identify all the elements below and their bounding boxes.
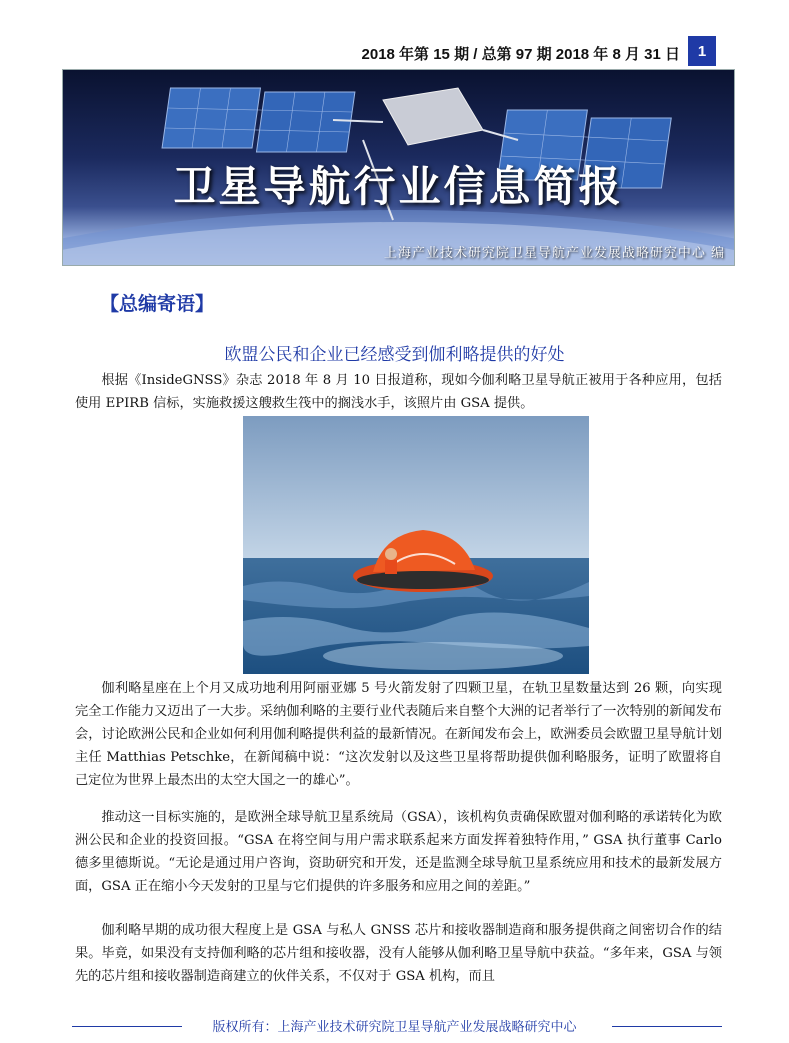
newsletter-title: 卫星导航行业信息简报 (173, 162, 624, 211)
article-title: 欧盟公民和企业已经感受到伽利略提供的好处 (224, 345, 565, 365)
masthead-banner (62, 69, 735, 266)
article-paragraph: 根据《InsideGNSS》杂志 2018 年 8 月 10 日报道称，现如今伽利略卫星导航正被用于各种应用，包括使用 EPIRB 信标，实施救援这艘救生筏中的搁浅水手，该照片由 GSA 提供。 (75, 373, 722, 411)
article-paragraph: 伽利略早期的成功很大程度上是 GSA 与私人 GNSS 芯片和接收器制造商和服务提供商之间密切合作的结果。毕竟，如果没有支持伽利略的芯片组和接收器，没有人能够从伽利略卫星导航中获益。“多年来，GSA 与领先的芯片组和接收器制造商建立的伙伴关系，不仅对于 GSA 机构，而且 (75, 923, 722, 984)
footer-copyright: 版权所有：上海产业技术研究院卫星导航产业发展战略研究中心 (212, 1020, 577, 1035)
editor-credit: 上海产业技术研究院卫星导航产业发展战略研究中心 编 (383, 246, 725, 261)
solar-panel-left (161, 88, 355, 152)
satellite-body (383, 88, 483, 145)
liferaft-photo (243, 416, 589, 674)
issue-date-line: 2018 年第 15 期 / 总第 97 期 2018 年 8 月 31 日 (361, 46, 680, 63)
article-paragraph: 伽利略星座在上个月又成功地利用阿丽亚娜 5 号火箭发射了四颗卫星，在轨卫星数量达到 26 颗，向实现完全工作能力又迈出了一大步。采纳伽利略的主要行业代表随后来自整个大洲的记者举行了一次特别的新闻发布会，讨论欧洲公民和企业如何利用伽利略提供利益的最新情况。在新闻发布会上，欧洲委员会欧盟卫星导航计划主任 Matthias Petschke，在新闻稿中说：“这次发射以及这些卫星将帮助提供伽利略服务，证明了欧盟将自己定位为世界上最杰出的太空大国之一的雄心”。 (75, 681, 722, 788)
page-number-badge: 1 (688, 36, 716, 66)
article-paragraph: 推动这一目标实施的，是欧洲全球导航卫星系统局（GSA），该机构负责确保欧盟对伽利略的承诺转化为欧洲公民和企业的投资回报。“GSA 在将空间与用户需求联系起来方面发挥着独特作用，” GSA 执行董事 Carlo 德多里德斯说。“无论是通过用户咨询，资助研究和开发，还是监测全球导航卫星系统应用和技术的最新发展方面，GSA 正在缩小今天发射的卫星与它们提供的许多服务和应用之间的差距。” (75, 810, 722, 894)
section-heading: 【总编寄语】 (100, 293, 215, 315)
